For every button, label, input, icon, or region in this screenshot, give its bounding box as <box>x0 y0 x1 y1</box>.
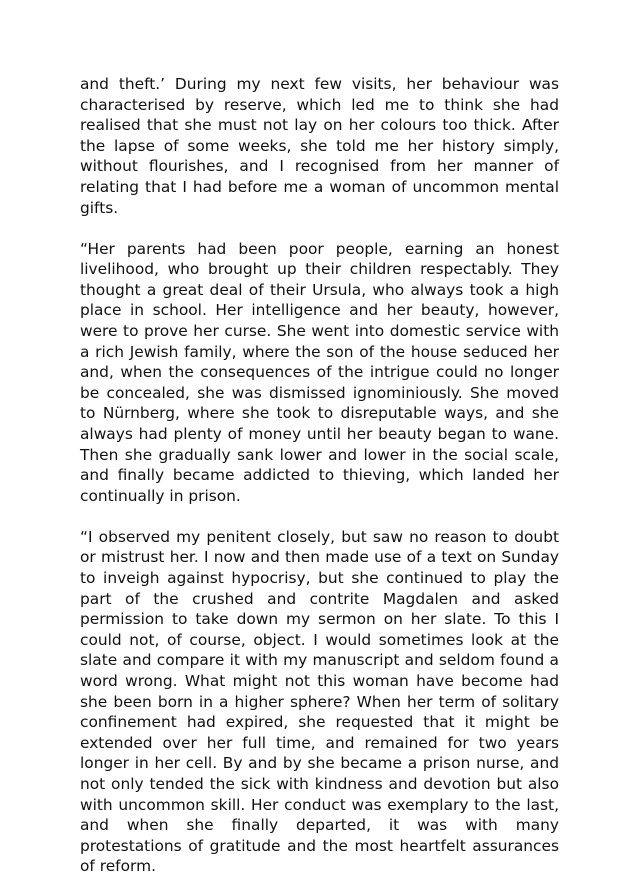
paragraph-1: and theft.’ During my next few visits, her behaviour was characterised by reserve, which led me to think she had realised that she must not lay on her colours too thick. After the lapse of some weeks, she told me her history simply, without flourishes, and I recognised from her manner of relating that I had before me a woman of uncommon mental gifts. <box>80 75 559 217</box>
document-body <box>80 74 559 877</box>
paragraph-2: “Her parents had been poor people, earning an honest livelihood, who brought up their children respectably. They thought a great deal of their Ursula, who always took a high place in school. Her intelligence and her beauty, however, were to prove her curse. She went into domestic service with a rich Jewish family, where the son of the house seduced her and, when the consequences of the intrigue could no longer be concealed, she was dismissed ignominiously. She moved to Nürnberg, where she took to disreputable ways, and she always had plenty of money until her beauty began to wane. Then she gradually sank lower and lower in the social scale, and finally became addicted to thieving, which landed her continually in prison. <box>80 239 559 505</box>
paragraph-3: “I observed my penitent closely, but saw no reason to doubt or mistrust her. I now and then made use of a text on Sunday to inveigh against hypocrisy, but she continued to play the part of the crushed and contrite Magdalen and asked permission to take down my sermon on her slate. To this I could not, of course, object. I would sometimes look at the slate and compare it with my manuscript and seldom found a word wrong. What might not this woman have become had she been born in a higher sphere? When her term of solitary confinement had expired, she requested that it might be extended over her full time, and remained for two years longer in her cell. By and by she became a prison nurse, and not only tended the sick with kindness and devotion but also with uncommon skill. Her conduct was exemplary to the last, and when she finally departed, it was with many protestations of gratitude and the most heartfelt assurances of reform. <box>80 527 559 876</box>
